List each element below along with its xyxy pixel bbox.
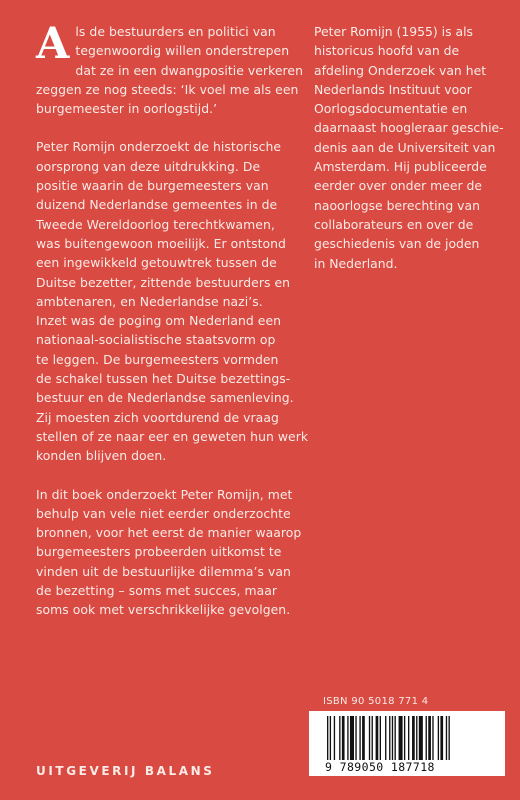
- bio-line: daarnaast hoogleraar geschie-: [314, 120, 504, 136]
- barcode-stripe: [350, 716, 354, 760]
- closing-line: de bezetting – soms met succes, maar: [36, 583, 278, 599]
- barcode-stripe: [419, 716, 423, 760]
- barcode-stripe: [399, 716, 403, 760]
- summary-line: konden blijven doen.: [36, 448, 167, 464]
- summary-line: stellen of ze naar eer en geweten hun werk: [36, 428, 309, 444]
- barcode-stripe: [395, 716, 396, 760]
- barcode-stripe: [342, 716, 345, 760]
- blurb-column: [36, 19, 316, 639]
- bio-line: Amsterdam. Hij publiceerde: [314, 159, 487, 175]
- barcode-stripe: [327, 716, 328, 760]
- bio-line: Nederlands Instituut voor: [314, 81, 472, 97]
- bio-line: Oorlogsdocumentatie en: [314, 101, 468, 117]
- barcode-stripe: [380, 716, 381, 760]
- barcode-stripe: [389, 716, 390, 760]
- bio-line: naoorlogse berechting van: [314, 197, 480, 213]
- summary-line: de schakel tussen het Duitse bezettings-: [36, 371, 291, 387]
- summary-line: Duitse bezetter, zittende bestuurders en: [36, 274, 291, 290]
- barcode: [309, 711, 505, 776]
- summary-paragraph: [36, 137, 316, 465]
- barcode-stripe: [385, 716, 386, 760]
- barcode-digits: 9 789050 187718: [325, 760, 435, 774]
- barcode-stripe: [347, 716, 348, 760]
- drop-cap: A: [36, 19, 70, 69]
- intro-line: dat ze in een dwangpositie verkeren: [75, 62, 303, 78]
- barcode-stripe: [446, 716, 447, 760]
- barcode-stripe: [355, 716, 356, 760]
- bio-line: collaborateurs en over de: [314, 216, 474, 232]
- bio-line: in Nederland.: [314, 255, 398, 271]
- barcode-stripe: [376, 716, 379, 760]
- intro-line: zeggen ze nog steeds: ‘Ik voel me als een: [36, 81, 299, 97]
- summary-line: te leggen. De burgemeesters vormden: [36, 351, 279, 367]
- bio-line: eerder over onder meer de: [314, 178, 483, 194]
- isbn-label: ISBN 90 5018 771 4: [323, 696, 429, 707]
- barcode-stripe: [369, 716, 370, 760]
- intro-line: ls de bestuurders en politici van: [75, 24, 276, 39]
- barcode-stripe: [449, 716, 450, 760]
- bio-line: Peter Romijn (1955) is als: [314, 24, 474, 39]
- intro-paragraph: [36, 19, 316, 118]
- closing-line: soms ook met verschrikkelijke gevolgen.: [36, 602, 291, 618]
- bio-line: geschiedenis van de joden: [314, 236, 480, 252]
- barcode-stripe: [408, 716, 409, 760]
- bio-line: historicus hoofd van de: [314, 43, 460, 59]
- barcode-stripe: [362, 716, 365, 760]
- summary-line: Zij moesten zich voortdurend de vraag: [36, 409, 279, 425]
- closing-line: burgemeesters probeerden uitkomst te: [36, 544, 282, 560]
- barcode-stripe: [404, 716, 405, 760]
- bio-line: denis aan de Universiteit van: [314, 139, 496, 155]
- intro-line: burgemeester in oorlogstijd.’: [36, 101, 218, 117]
- summary-line: positie waarin de burgemeesters van: [36, 178, 269, 194]
- barcode-stripe: [334, 716, 335, 760]
- summary-line: ambtenaren, en Nederlandse nazi’s.: [36, 293, 263, 309]
- bio-line: afdeling Onderzoek van het: [314, 62, 487, 78]
- summary-line: Tweede Wereldoorlog terechtkwamen,: [36, 216, 275, 232]
- barcode-stripe: [339, 716, 340, 760]
- summary-line: bestuur en de Nederlandse samenleving.: [36, 390, 294, 406]
- closing-line: vinden uit de bestuurlijke dilemma’s van: [36, 563, 291, 579]
- barcode-stripe: [392, 716, 393, 760]
- barcode-stripe: [330, 716, 331, 760]
- summary-line: duizend Nederlandse gemeentes in de: [36, 197, 278, 213]
- barcode-stripe: [426, 716, 427, 760]
- closing-line: behulp van vele niet eerder onderzochte: [36, 505, 291, 521]
- summary-line: een ingewikkeld getouwtrek tussen de: [36, 255, 277, 271]
- barcode-bars: [327, 716, 487, 760]
- barcode-stripe: [428, 716, 431, 760]
- author-bio: [314, 22, 514, 273]
- barcode-stripe: [412, 716, 415, 760]
- summary-line: nationaal-socialistische staatsvorm op: [36, 332, 276, 348]
- publisher-name: UITGEVERIJ BALANS: [36, 764, 215, 778]
- summary-line: Peter Romijn onderzoekt de historische: [36, 139, 282, 155]
- isbn-barcode-block: [309, 696, 505, 776]
- summary-line: Inzet was de poging om Nederland een: [36, 313, 282, 329]
- summary-line: oorsprong van deze uitdrukking. De: [36, 158, 261, 174]
- barcode-stripe: [359, 716, 360, 760]
- closing-line: In dit boek onderzoekt Peter Romijn, met: [36, 486, 293, 502]
- barcode-stripe: [438, 716, 439, 760]
- closing-line: bronnen, voor het eerst de manier waarop: [36, 525, 302, 541]
- summary-line: was buitengewoon moeilijk. Er ontstond: [36, 235, 286, 251]
- barcode-stripe: [416, 716, 417, 760]
- barcode-stripe: [440, 716, 443, 760]
- closing-paragraph: [36, 485, 316, 620]
- barcode-stripe: [372, 716, 373, 760]
- intro-line: tegenwoordig willen onderstrepen: [75, 43, 290, 59]
- barcode-stripe: [432, 716, 433, 760]
